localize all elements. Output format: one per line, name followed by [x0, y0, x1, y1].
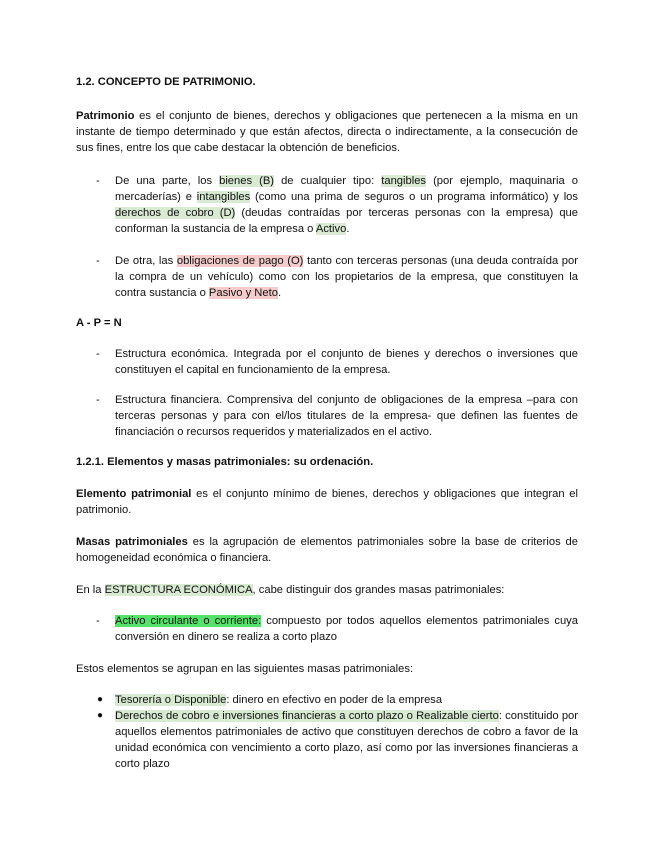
list-item-activo-circulante: - Activo circulante o corriente: compuesto por todos aquellos elementos patrimoniales cuya conversión en dinero se realiza a corto plazo — [96, 615, 579, 643]
bullet-marker: ● — [97, 710, 104, 721]
highlight-derechos: derechos de cobro (D) — [115, 207, 236, 219]
term-patrimonio: Patrimonio — [76, 110, 135, 122]
dash-marker: - — [96, 615, 100, 627]
paragraph-estructura: En la ESTRUCTURA ECONÓMICA, cabe distinguir dos grandes masas patrimoniales: — [76, 584, 505, 596]
bullet-derechos-cobro: ● Derechos de cobro e inversiones financieras a corto plazo o Realizable cierto: constituido por aquellos elementos patrimoniales de activo que constituyen derechos de cobro a favor de la unidad económica con vencimiento a corto plazo, así como por las inversiones financieras a corto plazo — [97, 710, 578, 770]
bullet-tesoreria: ● Tesorería o Disponible: dinero en efectivo en poder de la empresa — [97, 694, 443, 706]
list-item-obligaciones: - De otra, las obligaciones de pago (O) tanto con terceras personas (una deuda contraída por la compra de un vehículo) como con los propietarios de la empresa, que constituyen la contra sustancia o Pasivo y Neto. — [96, 255, 578, 299]
list-item-estructura-financiera: - Estructura financiera. Comprensiva del conjunto de obligaciones de la empresa –para con terceras personas y para con el/los titulares de la empresa- que definen las fuentes de financiación o recursos requeridos y materializados en el activo. — [96, 394, 578, 438]
paragraph-masas-list: Estos elementos se agrupan en las siguientes masas patrimoniales: — [76, 663, 414, 675]
highlight-bienes: bienes (B) — [219, 175, 275, 187]
section-heading: 1.2. CONCEPTO DE PATRIMONIO. — [76, 76, 256, 88]
highlight-tesoreria: Tesorería o Disponible — [115, 694, 227, 706]
term-masas: Masas patrimoniales — [76, 536, 188, 548]
highlight-estructura-economica: ESTRUCTURA ECONÓMICA — [104, 584, 253, 596]
paragraph-patrimonio — [76, 108, 578, 156]
highlight-pasivo-neto: Pasivo y Neto — [208, 287, 278, 299]
paragraph-masas: Masas patrimoniales es la agrupación de elementos patrimoniales sobre la base de criterios de homogeneidad económica o financiera. — [76, 536, 578, 564]
term-elemento: Elemento patrimonial — [76, 488, 192, 500]
formula: A - P = N — [76, 317, 122, 329]
definition-text: es el conjunto de bienes, derechos y obligaciones que pertenecen a la misma en un instante de tiempo determinado y que están afectos, directa o indirectamente, a la consecución de sus fines, entre los que cabe destacar la obtención de beneficios. — [76, 110, 578, 154]
dash-marker: - — [96, 394, 100, 406]
highlight-activo: Activo — [315, 223, 347, 235]
highlight-intangibles: intangibles — [196, 191, 251, 203]
document-page — [76, 74, 578, 772]
highlight-tangibles: tangibles — [381, 175, 427, 187]
dash-marker: - — [96, 348, 100, 360]
dash-marker: - — [96, 175, 100, 187]
list-item-bienes: - De una parte, los bienes (B) de cualquier tipo: tangibles (por ejemplo, maquinaria o mercaderías) e intangibles (como una prima de seguros o un programa informático) y los derechos de cobro (D) (deudas contraídas por terceras personas con la empresa) que conforman la sustancia de la empresa o Activo. — [96, 175, 578, 235]
bullet-marker: ● — [97, 694, 104, 705]
subsection-heading: 1.2.1. Elementos y masas patrimoniales: su ordenación. — [76, 456, 374, 468]
dash-marker: - — [96, 255, 100, 267]
paragraph-elemento: Elemento patrimonial es el conjunto mínimo de bienes, derechos y obligaciones que integran el patrimonio. — [76, 488, 578, 516]
highlight-activo-circulante: Activo circulante o corriente: — [115, 615, 262, 627]
highlight-obligaciones: obligaciones de pago (O) — [176, 255, 304, 267]
highlight-realizable: Derechos de cobro e inversiones financieras a corto plazo o Realizable cierto — [115, 710, 499, 722]
list-item-estructura-economica: - Estructura económica. Integrada por el conjunto de bienes y derechos o inversiones que constituyen el capital en funcionamiento de la empresa. — [96, 348, 578, 376]
